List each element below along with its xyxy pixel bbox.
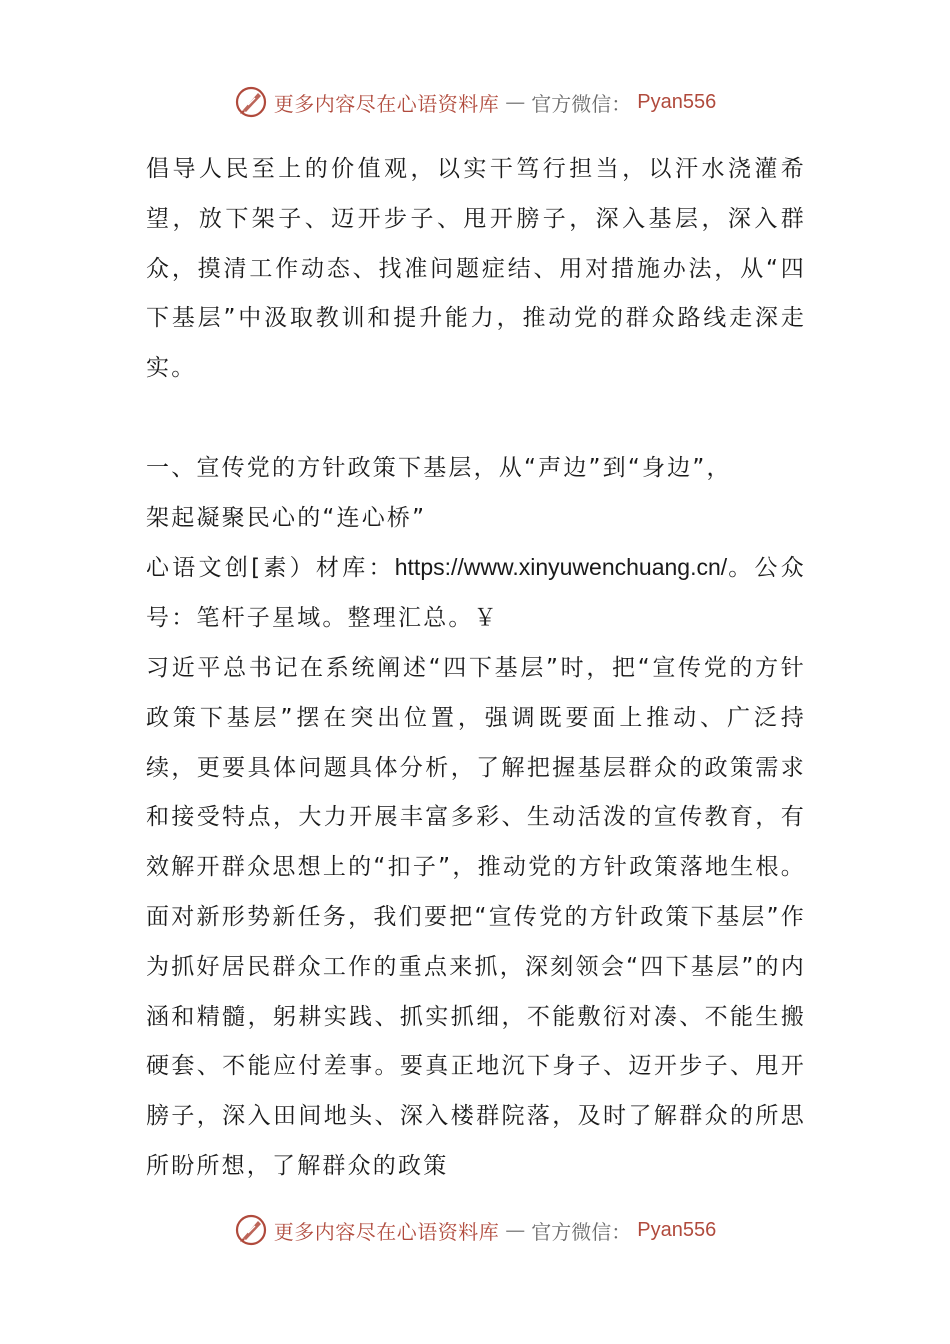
banner-label: 官方微信：	[531, 91, 632, 116]
source-link[interactable]: https://www.xinyuwenchuang.cn/	[394, 554, 728, 581]
footer-banner	[0, 1212, 950, 1248]
source-note	[146, 543, 806, 644]
banner-separator: —	[505, 90, 526, 114]
section-body-paragraph: 习近平总书记在系统阐述“四下基层”时，把“宣传党的方针政策下基层”摆在突出位置，强调既要面上推动、广泛持续，更要具体问题具体分析，了解把握基层群众的政策需求和接受特点，大力开展丰富多彩、生动活泼的宣传教育，有效解开群众思想上的“扣子”，推动党的方针政策落地生根。面对新形势新任务，我们要把“宣传党的方针政策下基层”作为抓好居民群众工作的重点来抓，深刻领会“四下基层”的内涵和精髓，躬耕实践、抓实抓细，不能敷衍对凑、不能生搬硬套、不能应付差事。要真正地沉下身子、迈开步子、甩开膀子，深入田间地头、深入楼群院落，及时了解群众的所思所盼所想，了解群众的政策	[146, 654, 806, 1179]
source-prefix: 心语文创[素）材库：	[146, 555, 395, 582]
paragraph-gap	[146, 394, 806, 444]
quill-pen-logo-icon	[234, 1213, 268, 1247]
quill-pen-logo-icon	[234, 85, 268, 119]
section-heading-line-1: 一、宣传党的方针政策下基层，从“声边”到“身边”，	[146, 454, 732, 481]
banner-main-text: 更多内容尽在心语资料库	[273, 1219, 500, 1244]
banner-wechat-id: Pyan556	[637, 90, 717, 113]
source-suffix: 。公众号：笔杆子星域。整理汇总。￥	[146, 555, 806, 632]
banner-main-text: 更多内容尽在心语资料库	[273, 91, 500, 116]
banner-separator: —	[505, 1218, 526, 1242]
section-heading-line-2: 架起凝聚民心的“连心桥”	[146, 504, 427, 531]
document-body	[146, 145, 806, 1192]
banner-wechat-id: Pyan556	[637, 1218, 717, 1241]
intro-paragraph: 倡导人民至上的价值观，以实干笃行担当，以汗水浇灌希望，放下架子、迈开步子、甩开膀子，深入基层，深入群众，摸清工作动态、找准问题症结、用对措施办法，从“四下基层”中汲取教训和提升能力，推动党的群众路线走深走实。	[146, 156, 806, 382]
banner-label: 官方微信：	[531, 1219, 632, 1244]
section-heading	[146, 444, 806, 544]
header-banner	[0, 84, 950, 120]
